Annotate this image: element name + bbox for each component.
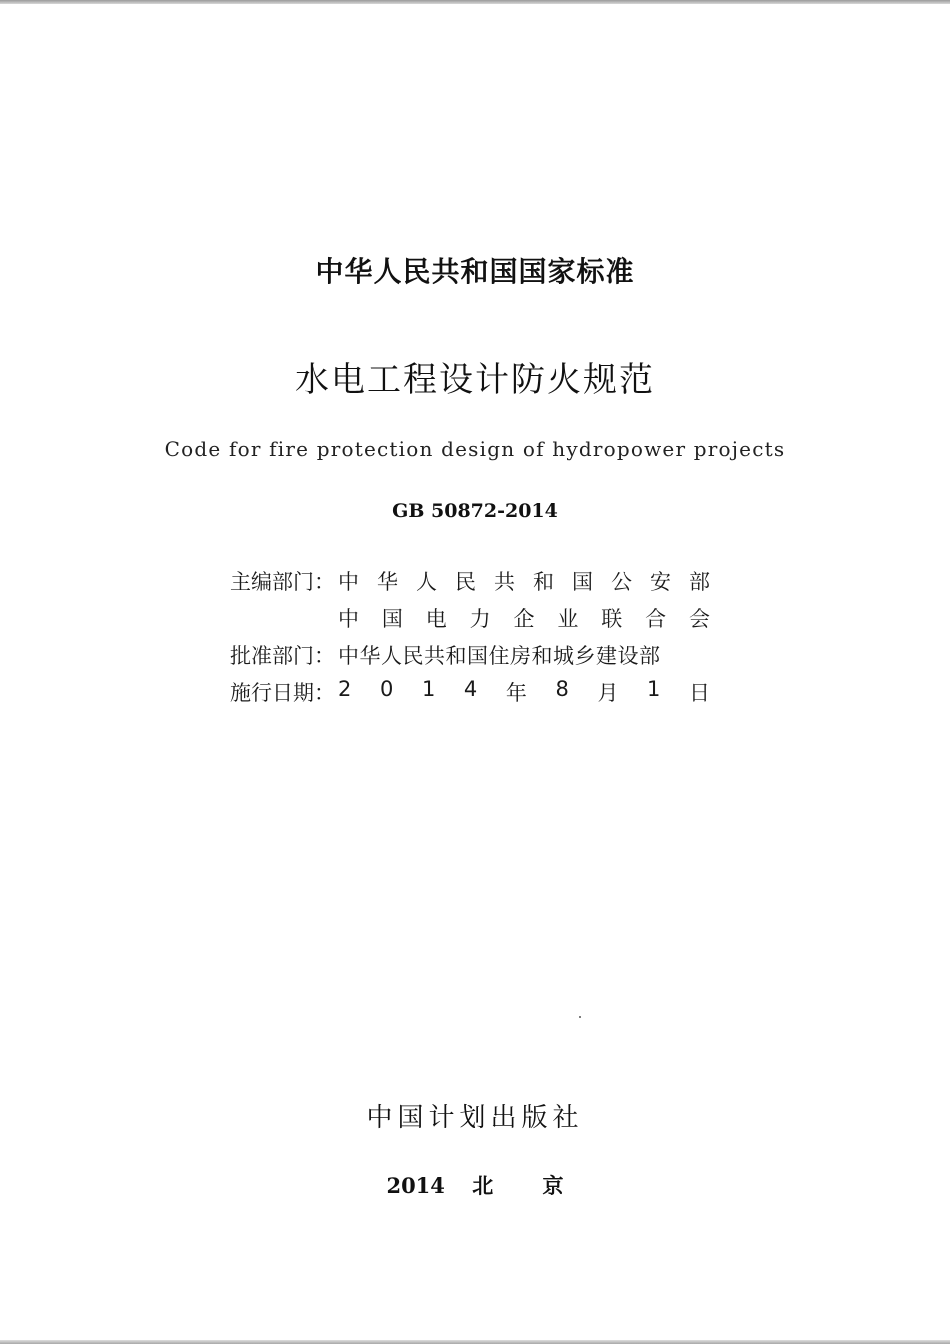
effective-date-value xyxy=(338,677,710,707)
editor-org-2-char: 会 xyxy=(689,606,710,631)
issuing-info-block xyxy=(230,562,710,710)
editor-org-2-char: 电 xyxy=(425,606,447,631)
scan-top-edge xyxy=(0,0,950,4)
effective-date-char: 2 xyxy=(338,676,352,701)
editor-org-2-char: 企 xyxy=(513,606,535,631)
effective-date-char: 1 xyxy=(647,676,661,701)
publication-year: 2014 xyxy=(386,1173,445,1198)
editor-org-2-char: 力 xyxy=(469,606,491,631)
scan-bottom-edge xyxy=(0,1340,950,1344)
approval-org: 中华人民共和国住房和城乡建设部 xyxy=(338,643,661,668)
publication-line xyxy=(0,1170,950,1200)
publication-city: 北 京 xyxy=(472,1174,564,1198)
standard-code: GB 50872-2014 xyxy=(392,500,558,522)
effective-date-label: 施行日期： xyxy=(230,680,335,705)
editor-org-1 xyxy=(338,566,710,596)
editor-org-2-char: 联 xyxy=(601,606,623,631)
editor-label: 主编部门： xyxy=(230,569,335,594)
effective-date-char: 8 xyxy=(555,676,569,701)
effective-date-char: 年 xyxy=(505,680,527,705)
standard-type-heading: 中华人民共和国国家标准 xyxy=(315,255,635,288)
editor-org-1-char: 安 xyxy=(650,569,671,594)
editor-org-2-char: 中 xyxy=(338,606,359,631)
editor-org-2-char: 合 xyxy=(645,606,667,631)
editor-org-2-char: 国 xyxy=(381,606,403,631)
document-title-english: Code for fire protection design of hydropower projects xyxy=(164,437,786,461)
editor-row-2 xyxy=(230,599,710,636)
editor-org-2-char: 业 xyxy=(557,606,579,631)
editor-org-1-char: 公 xyxy=(611,569,632,594)
effective-date-char: 0 xyxy=(379,676,394,701)
effective-date-char: 1 xyxy=(421,676,436,701)
editor-org-1-char: 共 xyxy=(494,569,515,594)
scan-speck xyxy=(579,1016,581,1018)
effective-date-row xyxy=(230,673,710,710)
approval-row xyxy=(230,636,710,673)
editor-org-1-char: 民 xyxy=(455,569,476,594)
approval-label: 批准部门： xyxy=(230,643,335,668)
editor-org-1-char: 和 xyxy=(533,569,554,594)
editor-org-1-char: 部 xyxy=(689,569,710,594)
publisher-name: 中国计划出版社 xyxy=(366,1103,584,1133)
effective-date-char: 4 xyxy=(463,676,478,701)
editor-org-1-char: 人 xyxy=(416,569,437,594)
effective-date-char: 日 xyxy=(689,680,710,705)
editor-row-1 xyxy=(230,562,710,599)
editor-org-1-char: 国 xyxy=(572,569,593,594)
document-title-chinese: 水电工程设计防火规范 xyxy=(295,360,655,400)
editor-org-1-char: 华 xyxy=(377,569,398,594)
editor-org-2 xyxy=(338,603,710,633)
editor-org-1-char: 中 xyxy=(338,569,359,594)
effective-date-char: 月 xyxy=(597,680,619,705)
